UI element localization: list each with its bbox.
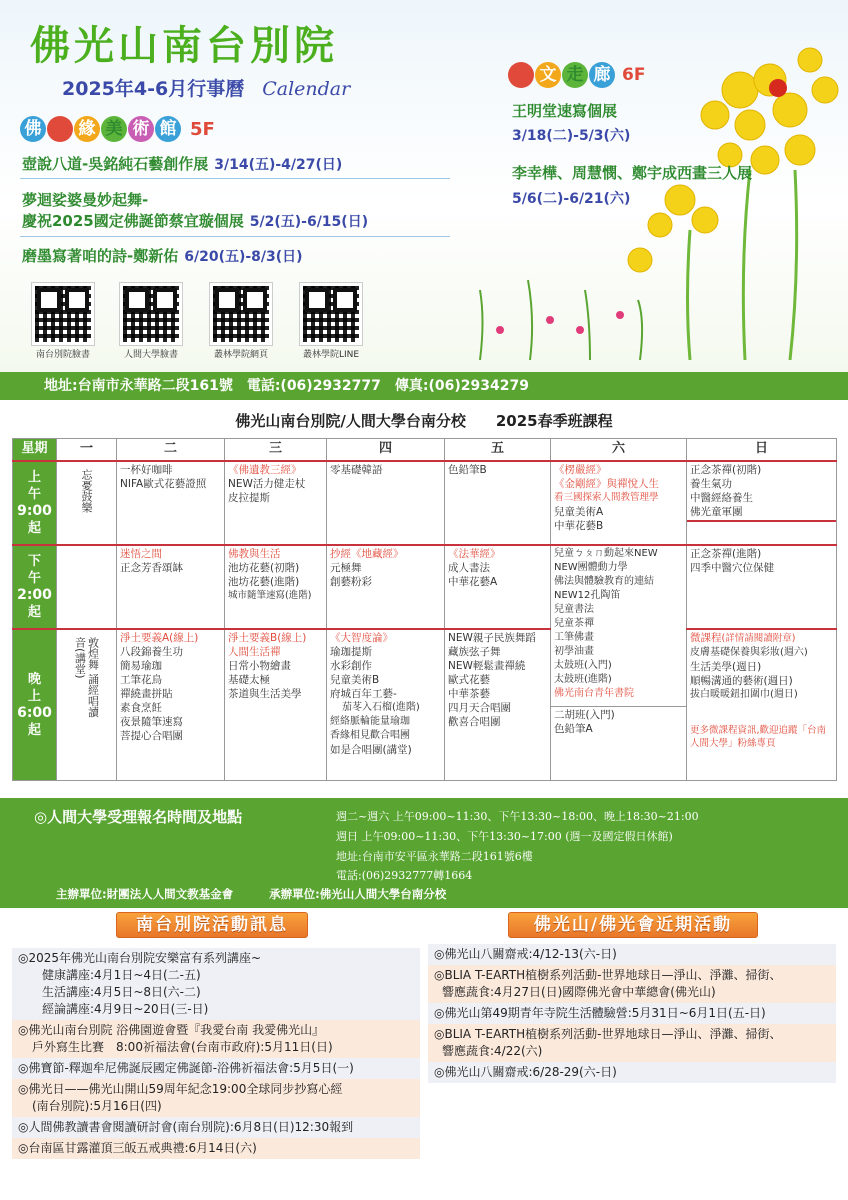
header-cell: 二 xyxy=(117,439,225,461)
news-line: 經論講座:4月9日~20日(三-日) xyxy=(42,1002,209,1016)
course-item: 迷悟之間 xyxy=(120,547,162,560)
course-item: 四季中醫穴位保健 xyxy=(690,561,774,574)
list-item xyxy=(428,1024,836,1062)
list-item xyxy=(428,944,836,965)
gallery-pill: 光 xyxy=(47,116,73,142)
cell-fri-am xyxy=(445,461,551,545)
course-item: 中華花藝A xyxy=(448,575,498,588)
news-line: ◎佛光山八關齋戒:6/28-29(六-日) xyxy=(434,1065,617,1079)
artway-pill: 廊 xyxy=(589,62,615,88)
artway-heading xyxy=(508,62,645,88)
news-line: ◎BLIA T-EARTH植樹系列活動-世界地球日—淨山、淨灘、掃街、 xyxy=(434,968,782,982)
course-item: 中華花藝B xyxy=(554,519,604,532)
cell-mon-am xyxy=(57,461,117,545)
exhibition-date: 6/20(五)-8/3(日) xyxy=(184,249,303,265)
course-item: 兒童書法 xyxy=(554,603,594,615)
divider xyxy=(20,178,450,179)
cell-tue-am xyxy=(117,461,225,545)
course-item: 拔白暖暖鈕扣圍巾(週日) xyxy=(690,688,798,700)
right-news-banner: 佛光山/佛光會近期活動 xyxy=(508,912,758,938)
course-item: 佛光南台青年書院 xyxy=(554,687,634,699)
gallery-pill: 術 xyxy=(128,116,154,142)
address-bar: 地址:台南市永華路二段161號 電話:(06)2932777 傳真:(06)2934279 xyxy=(0,372,848,400)
organizer-unit: 承辦單位:佛光山人間大學台南分校 xyxy=(269,887,447,901)
course-item: 兒童美術A xyxy=(554,505,604,518)
course-item: 日常小物繪畫 xyxy=(228,659,291,672)
artway-pill: 藝 xyxy=(508,62,534,88)
course-item: 成人書法 xyxy=(448,561,490,574)
qr-code[interactable] xyxy=(210,283,272,345)
artway-date: 3/18(二)-5/3(六) xyxy=(512,128,631,144)
exhibition-item xyxy=(22,189,148,210)
brand-char: 光 xyxy=(74,22,118,69)
gallery-pill: 佛 xyxy=(20,116,46,142)
course-item: 淨土要義B(線上) xyxy=(228,631,307,644)
course-item: 零基礎韓語 xyxy=(330,463,383,476)
course-item: 創藝粉彩 xyxy=(330,575,372,588)
afternoon-label xyxy=(13,545,57,629)
time-char: 下 xyxy=(27,553,41,569)
course-item: 色鉛筆B xyxy=(448,463,487,476)
course-item: 正念芳香頌缽 xyxy=(120,561,183,574)
course-item: 人間生活禪 xyxy=(228,645,281,658)
right-news-list xyxy=(428,944,836,1083)
time-char: 上 xyxy=(27,688,41,704)
course-item: 八段錦養生功 xyxy=(120,645,183,658)
course-item: 基礎太極 xyxy=(228,673,270,686)
table-row xyxy=(13,461,837,545)
time-char: 午 xyxy=(27,570,41,586)
exhibition-title: 夢迴娑婆曼妙起舞- xyxy=(22,191,149,209)
time-char: 起 xyxy=(27,604,41,620)
cell-wed-am xyxy=(225,461,327,545)
list-item xyxy=(428,1062,836,1083)
gallery-pill: 緣 xyxy=(74,116,100,142)
table-row xyxy=(13,629,837,781)
news-line: ◎2025年佛光山南台別院安樂富有系列講座~ xyxy=(18,951,262,965)
course-item: 如是合唱團(講堂) xyxy=(330,743,412,756)
organizer-line xyxy=(56,886,446,902)
artway-pill: 文 xyxy=(535,62,561,88)
course-item: 府城百年工藝- xyxy=(330,687,397,700)
course-item: 菩提心合唱團 xyxy=(120,729,183,742)
evening-label xyxy=(13,629,57,781)
course-item: 四月天合唱團 xyxy=(448,701,511,714)
time-value: 9:00 xyxy=(17,502,52,519)
course-item: 二胡班(入門) xyxy=(554,708,615,721)
course-item: NEW團體動力學 xyxy=(554,561,628,573)
course-item: 佛教與生活 xyxy=(228,547,281,560)
qr-label: 人間大學臉書 xyxy=(123,350,178,360)
left-news-list xyxy=(12,948,420,1159)
exhibition-date: 3/14(五)-4/27(日) xyxy=(214,157,343,173)
ladybug-icon xyxy=(769,79,787,97)
list-item xyxy=(12,948,420,1020)
list-item xyxy=(428,1003,836,1024)
exhibition-title: 磨墨寫著咱的詩-鄭新佑 xyxy=(22,247,179,265)
qr-label: 南台別院臉書 xyxy=(35,350,90,360)
time-char: 起 xyxy=(27,722,41,738)
course-item: 《楞嚴經》 xyxy=(554,463,607,476)
course-item: 正念茶禪(初階) xyxy=(690,463,762,476)
course-item: 生活美學(週日) xyxy=(690,660,762,673)
course-item: 敦煌舞 誦經唱讀 音(講堂) xyxy=(73,636,100,717)
brand-char: 山 xyxy=(118,22,162,69)
course-item: NEW12孔陶笛 xyxy=(554,589,621,601)
course-item: 看三國探索人間教管理學 xyxy=(554,491,659,503)
news-line: 響應蔬食:4/22(六) xyxy=(442,1044,543,1058)
course-schedule-table xyxy=(12,438,837,781)
course-title xyxy=(0,410,848,431)
registration-line: 電話:(06)2932777轉1664 xyxy=(336,869,473,882)
time-char: 午 xyxy=(27,486,41,502)
host-unit: 主辦單位:財團法人人間文教基金會 xyxy=(56,887,234,901)
cell-wed-pm xyxy=(225,545,327,629)
course-item: 中華茶藝 xyxy=(448,687,490,700)
brand-char: 南 xyxy=(162,22,206,69)
time-char: 晚 xyxy=(27,671,41,687)
exhibition-item xyxy=(22,245,303,266)
registration-line: 地址:台南市安平區永華路二段161號6樓 xyxy=(336,850,533,863)
course-item: 一杯好咖啡 xyxy=(120,463,173,476)
course-item: 兒童美術B xyxy=(330,673,380,686)
news-line: ◎佛光日——佛光山開山59周年紀念19:00全球同步抄寫心經 xyxy=(18,1082,343,1096)
course-item: 兒童ㄅㄆㄇ動起來NEW xyxy=(554,547,658,559)
exhibition-date: 5/2(五)-6/15(日) xyxy=(249,214,369,230)
course-item: NEW活力健走杖 xyxy=(228,477,306,490)
course-item: 抄經《地藏經》 xyxy=(330,547,404,560)
course-item: 經絡脈輪能量瑜珈 xyxy=(330,715,410,727)
gallery-pill: 美 xyxy=(101,116,127,142)
course-item: 養生氣功 xyxy=(690,477,732,490)
course-item: 歐式花藝 xyxy=(448,673,490,686)
course-item: 池坊花藝(進階) xyxy=(228,575,300,588)
qr-code[interactable] xyxy=(300,283,362,345)
brand-char: 別 xyxy=(250,22,294,69)
time-char: 起 xyxy=(27,520,41,536)
course-item: 忘憂鼓樂 xyxy=(80,468,93,513)
cell-mon-ev xyxy=(57,629,117,781)
course-item: 《大智度論》 xyxy=(330,631,393,644)
qr-label: 叢林學院LINE xyxy=(302,350,360,360)
list-item xyxy=(12,1079,420,1117)
course-item: 中醫經絡養生 xyxy=(690,491,753,504)
list-item xyxy=(12,1117,420,1138)
course-item: 工筆佛畫 xyxy=(554,631,594,643)
news-line: 健康講座:4月1日~4日(二-五) xyxy=(42,968,201,982)
list-item xyxy=(428,965,836,1003)
cell-thu-ev xyxy=(327,629,445,781)
news-line: ◎佛光山第49期青年寺院生活體驗營:5月31日~6月1日(五-日) xyxy=(434,1006,766,1020)
course-item: 《法華經》 xyxy=(448,547,501,560)
morning-label xyxy=(13,461,57,545)
cell-mon-pm xyxy=(57,545,117,629)
brand-title xyxy=(30,14,338,71)
calendar-title: 2025年4-6月行事曆 xyxy=(62,78,245,100)
course-item: 歡喜合唱團 xyxy=(448,715,501,728)
course-item: 茄苳入石榴(進階) xyxy=(342,701,420,713)
header-cell: 星期 xyxy=(13,439,57,461)
course-item: 皮拉提斯 xyxy=(228,491,270,504)
artway-date: 5/6(二)-6/21(六) xyxy=(512,191,631,207)
news-line: ◎佛光山南台別院 浴佛園遊會暨『我愛台南 我愛佛光山』 xyxy=(18,1023,325,1037)
exhibition-item xyxy=(22,153,342,174)
qr-code[interactable] xyxy=(120,283,182,345)
cell-sun-pm xyxy=(687,545,837,629)
cell-sat-am xyxy=(551,461,687,545)
time-value: 2:00 xyxy=(17,586,52,603)
course-item: 工筆花鳥 xyxy=(120,673,162,686)
news-line: ◎佛寶節-釋迦牟尼佛誕辰國定佛誕節-浴佛祈福法會:5月5日(一) xyxy=(18,1061,354,1075)
divider xyxy=(20,236,450,237)
news-line: (南台別院):5月16日(四) xyxy=(32,1099,162,1113)
header-cell: 一 xyxy=(57,439,117,461)
course-item: NIFA歐式花藝證照 xyxy=(120,477,207,490)
news-line: 響應蔬食:4月27日(日)國際佛光會中華總會(佛光山) xyxy=(442,985,716,999)
header-cell: 四 xyxy=(327,439,445,461)
cell-tue-ev xyxy=(117,629,225,781)
course-title-text: 佛光山南台別院/人間大學台南分校 xyxy=(235,412,466,430)
course-item: 兒童茶禪 xyxy=(554,617,594,629)
exhibition-title: 慶祝2025國定佛誕節蔡宜璇個展 xyxy=(22,212,244,230)
more-info-note[interactable]: 更多微課程資訊,歡迎追蹤「台南人間大學」粉絲專頁 xyxy=(690,724,827,749)
course-item: 藏族弦子舞 xyxy=(448,645,501,658)
time-value: 6:00 xyxy=(17,704,52,721)
news-line: ◎台南區甘露灌頂三皈五戒典禮:6月14日(六) xyxy=(18,1141,257,1155)
course-item: 瑜珈提斯 xyxy=(330,645,372,658)
course-item: 香緣相見歡合唱團 xyxy=(330,729,410,741)
artway-title: 王明堂速寫個展 xyxy=(512,102,618,120)
course-item: NEW輕鬆畫禪繞 xyxy=(448,659,526,672)
course-item: 《佛遺教三經》 xyxy=(228,463,302,476)
left-news-banner: 南台別院活動訊息 xyxy=(116,912,308,938)
course-item: 太鼓班(進階) xyxy=(554,673,612,685)
cell-thu-pm xyxy=(327,545,445,629)
header-cell: 五 xyxy=(445,439,551,461)
course-item: 水彩創作 xyxy=(330,659,372,672)
gallery-floor: 5F xyxy=(190,118,215,140)
gallery-heading xyxy=(20,116,215,142)
exhibition-title: 壺說八道-吳銘純石藝創作展 xyxy=(22,155,209,173)
course-item: 淨土要義A(線上) xyxy=(120,631,199,644)
course-item: 簡易瑜珈 xyxy=(120,659,162,672)
header-cell: 日 xyxy=(687,439,837,461)
course-item: 太鼓班(入門) xyxy=(554,659,612,671)
course-item: 素食烹飪 xyxy=(120,701,162,714)
header-cell: 三 xyxy=(225,439,327,461)
list-item xyxy=(12,1058,420,1079)
cell-fri-pm xyxy=(445,545,551,629)
exhibition-item xyxy=(22,210,368,231)
micro-course-title: 微課程 xyxy=(690,631,722,644)
cell-tue-pm xyxy=(117,545,225,629)
course-item: 元極舞 xyxy=(330,561,362,574)
registration-title: ◎人間大學受理報名時間及地點 xyxy=(34,808,243,826)
qr-label: 叢林學院網頁 xyxy=(213,350,268,360)
brand-char: 台 xyxy=(206,22,250,69)
artway-title: 李幸樺、周慧憫、鄭宇成西畫三人展 xyxy=(512,164,753,182)
registration-line: 週二~週六 上午09:00~11:30、下午13:30~18:00、晚上18:30~21:00 xyxy=(336,810,699,823)
brand-char: 佛 xyxy=(30,22,74,69)
cell-sat-pm xyxy=(551,545,687,781)
cell-fri-ev xyxy=(445,629,551,781)
micro-course-note: (詳情請閱讀附章) xyxy=(721,632,796,644)
course-item: 佛法與體驗教育的連結 xyxy=(554,575,654,587)
news-line: ◎佛光山八關齋戒:4/12-13(六-日) xyxy=(434,947,617,961)
cell-sun-ev xyxy=(687,629,837,781)
cell-thu-am xyxy=(327,461,445,545)
course-item: 夜景隨筆速寫 xyxy=(120,715,183,728)
news-line: 戶外寫生比賽 8:00祈福法會(台南市政府):5月11日(日) xyxy=(32,1040,333,1054)
course-item: NEW親子民族舞蹈 xyxy=(448,631,536,644)
gallery-pill: 館 xyxy=(155,116,181,142)
list-item xyxy=(12,1138,420,1159)
brand-char: 院 xyxy=(294,22,338,69)
course-item: 皮膚基礎保養與彩妝(週六) xyxy=(690,646,808,658)
course-item: 順暢溝通的藝術(週日) xyxy=(690,674,793,687)
news-line: 生活講座:4月5日~8日(六-二) xyxy=(42,985,201,999)
artway-pill: 走 xyxy=(562,62,588,88)
qr-code[interactable] xyxy=(32,283,94,345)
course-item: 正念茶禪(進階) xyxy=(690,547,762,560)
course-item: 色鉛筆A xyxy=(554,722,593,735)
news-line: ◎BLIA T-EARTH植樹系列活動-世界地球日—淨山、淨灘、掃街、 xyxy=(434,1027,782,1041)
list-item xyxy=(12,1020,420,1058)
course-item: 佛光童軍團 xyxy=(690,505,743,518)
time-char: 上 xyxy=(27,469,41,485)
header-area xyxy=(0,0,848,372)
course-item: 禪繞畫拼貼 xyxy=(120,687,173,700)
table-row xyxy=(13,545,837,629)
header-cell: 六 xyxy=(551,439,687,461)
calendar-title-en: Calendar xyxy=(262,78,351,100)
news-line: ◎人間佛教讀書會閱讀研討會(南台別院):6月8日(日)12:30報到 xyxy=(18,1120,354,1134)
course-item: 初學油畫 xyxy=(554,645,594,657)
registration-line: 週日 上午09:00~11:30、下午13:30~17:00 (週一及國定假日休館) xyxy=(336,830,673,843)
course-item: 池坊花藝(初階) xyxy=(228,561,300,574)
cell-wed-ev xyxy=(225,629,327,781)
course-item: 茶道與生活美學 xyxy=(228,687,302,700)
course-item: 《金剛經》與禪悅人生 xyxy=(554,477,659,490)
course-season: 2025春季班課程 xyxy=(495,412,613,430)
cell-sun-am xyxy=(687,461,837,545)
course-item: 城市隨筆速寫(進階) xyxy=(228,589,312,601)
artway-floor: 6F xyxy=(622,65,646,85)
calendar-heading xyxy=(62,74,350,101)
table-header-row xyxy=(13,439,837,461)
